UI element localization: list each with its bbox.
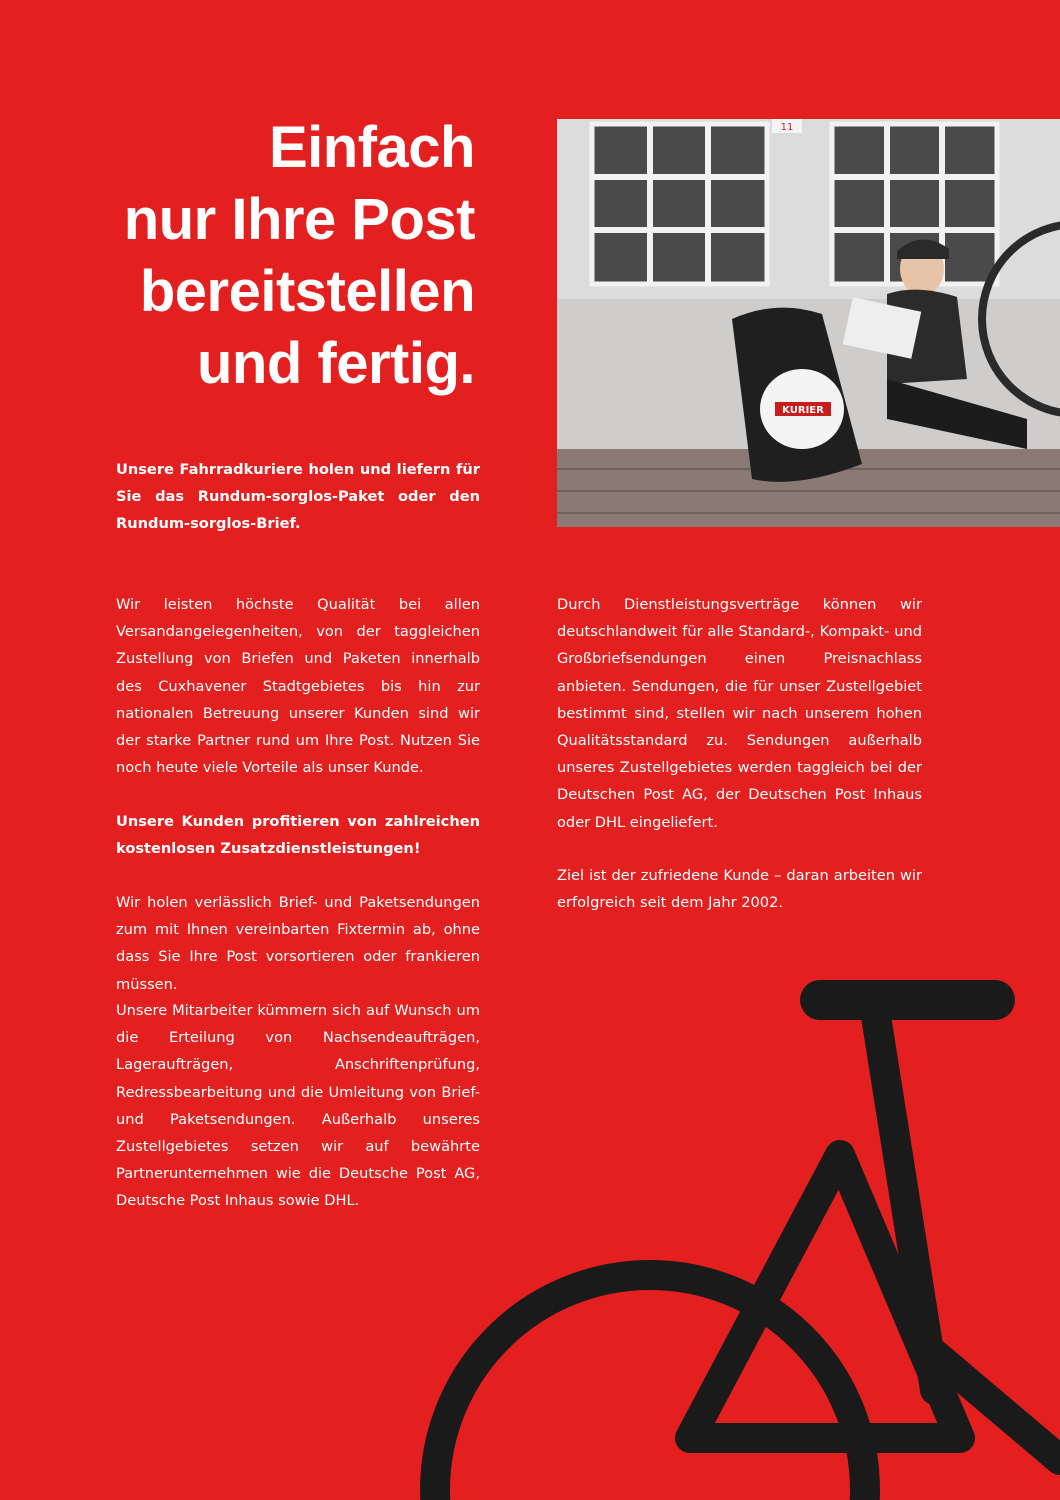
left-paragraph-1: Wir leisten höchste Qualität bei allen Versandangelegenheiten, von der taggleichen Zustellung von Briefen und Paketen innerhalb des Cuxhavener Stadtgebietes bis hin zur nationalen Betreuung unserer Kunden sind wir der starke Partner rund um Ihre Post. Nutzen Sie noch heute viele Vorteile als unser Kunde. [116, 596, 480, 777]
courier-photo [557, 119, 1060, 527]
left-paragraph-2: Unsere Kunden profitieren von zahlreichen kostenlosen Zusatzdienstleistungen! [116, 813, 480, 858]
sign-text: 11 [780, 122, 794, 133]
logo-text: KURIER [782, 405, 824, 416]
right-paragraph-1: Durch Dienstleistungsverträge können wir deutschlandweit für alle Standard-, Kompakt- und Großbriefsendungen einen Preisnachlass anbieten. Sendungen, die für unser Zustellgebiet bestimmt sind, stellen wir nach unserem hohen Qualitätsstandard zu. Sendungen außerhalb unseres Zustellgebietes werden taggleich bei der Deutschen Post AG, der Deutschen Post Inhaus oder DHL eingeliefert. [557, 596, 922, 831]
headline-line-3: bereitstellen [139, 259, 475, 324]
headline-line-1: Einfach [269, 115, 475, 180]
headline-line-4: und fertig. [196, 331, 475, 396]
headline [90, 112, 475, 400]
courier-photo-illustration [557, 119, 1060, 527]
left-paragraph-3: Wir holen verlässlich Brief- und Paketsendungen zum mit Ihnen vereinbarten Fixtermin ab, ohne dass Sie Ihre Post vorsortieren oder frankieren müssen. [116, 894, 480, 993]
left-paragraph-4: Unsere Mitarbeiter kümmern sich auf Wunsch um die Erteilung von Nachsendeaufträgen, Lageraufträgen, Anschriftenprüfung, Redressbearbeitung und die Umleitung von Brief- und Paketsendungen. Außerhalb unseres Zustellgebietes setzen wir auf bewährte Partnerunternehmen wie die Deutsche Post AG, Deutsche Post Inhaus sowie DHL. [116, 1002, 480, 1210]
intro-text: Unsere Fahrradkuriere holen und liefern für Sie das Rundum-sorglos-Paket oder den Rundum-sorglos-Brief. [116, 461, 480, 533]
bicycle-icon [400, 960, 1060, 1500]
right-paragraph-2: Ziel ist der zufriedene Kunde – daran arbeiten wir erfolgreich seit dem Jahr 2002. [557, 867, 922, 912]
headline-line-2: nur Ihre Post [123, 187, 475, 252]
